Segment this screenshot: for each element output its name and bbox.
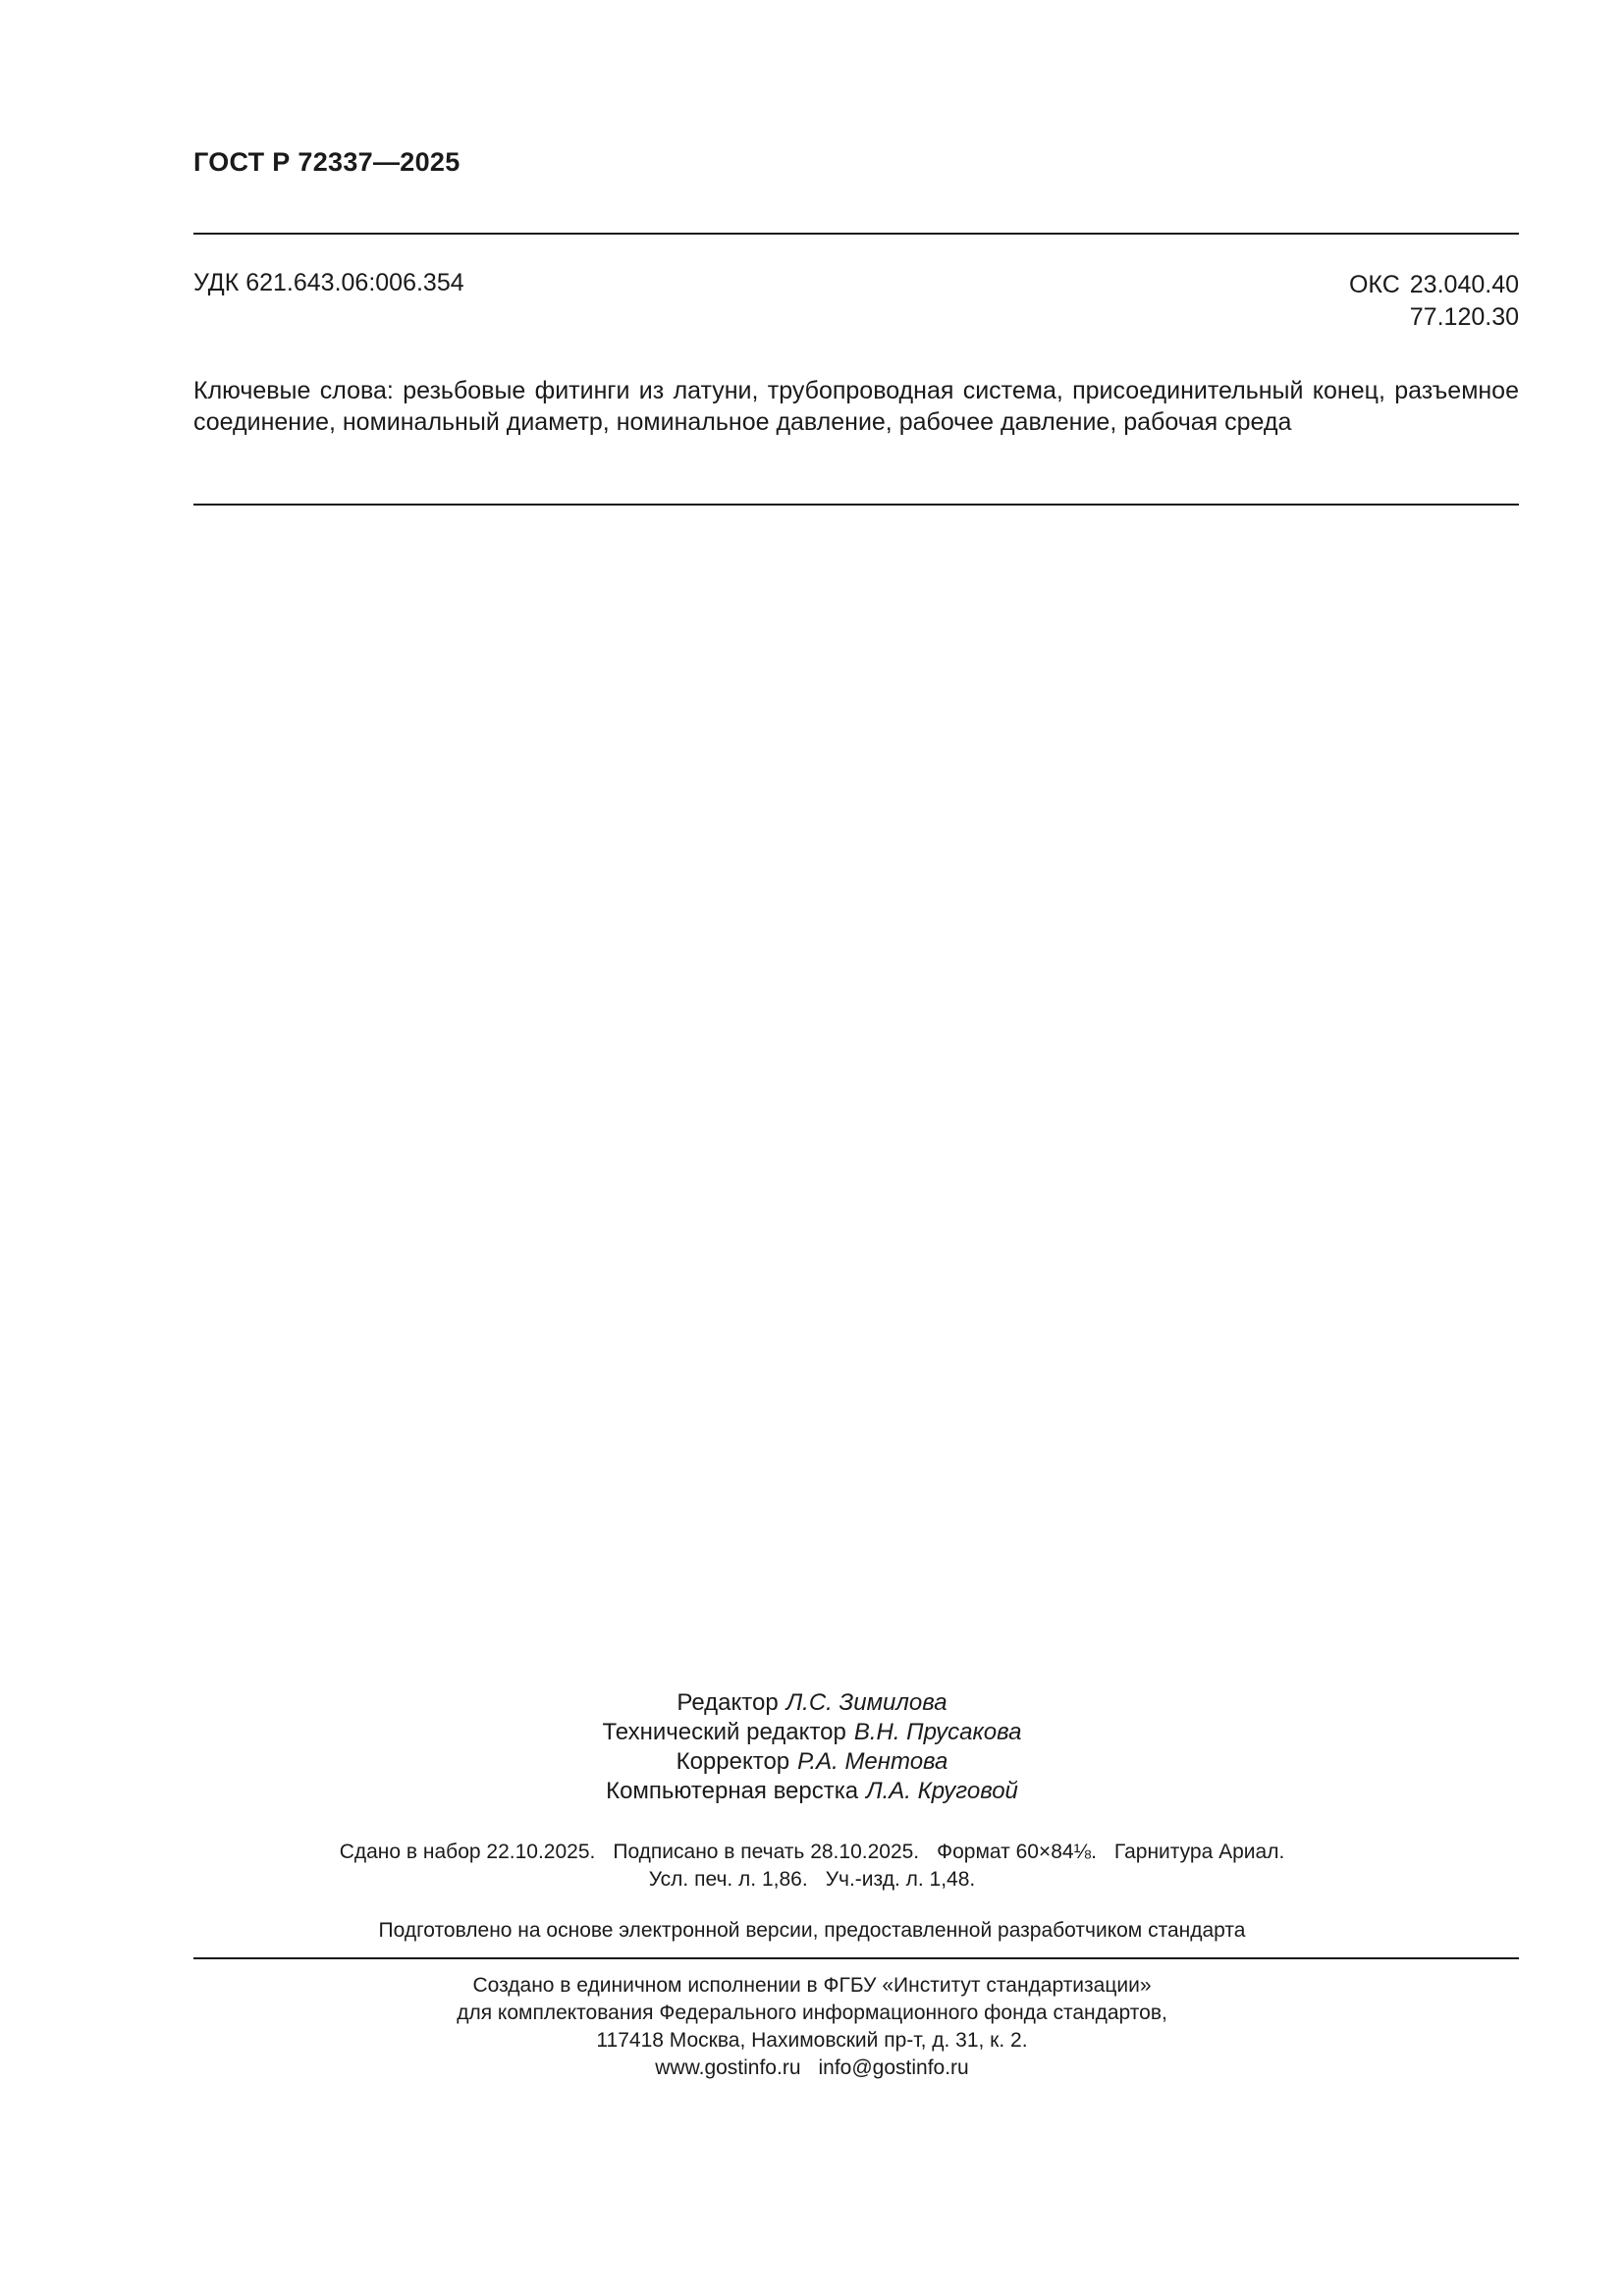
credit-person: Р.А. Ментова — [797, 1748, 948, 1775]
oks-code: 77.120.30 — [1409, 303, 1519, 331]
website-link[interactable]: www.gostinfo.ru — [655, 2056, 801, 2079]
typesetting-date: Сдано в набор 22.10.2025. — [339, 1841, 596, 1863]
credit-person: В.Н. Прусакова — [853, 1719, 1022, 1745]
publishing-sheets: Уч.-изд. л. 1,48. — [825, 1868, 976, 1891]
credit-person: Л.А. Круговой — [866, 1778, 1018, 1804]
credit-role: Корректор — [676, 1748, 790, 1775]
print-info-line-2 — [0, 1866, 1624, 1894]
oks-row-1 — [1349, 269, 1519, 301]
keywords-divider — [193, 504, 1519, 506]
oks-code: 23.040.40 — [1409, 271, 1519, 298]
oks-row-2 — [1349, 301, 1519, 334]
credit-role: Технический редактор — [602, 1719, 846, 1745]
document-code: ГОСТ Р 72337—2025 — [193, 147, 460, 177]
credit-role: Компьютерная верстка — [606, 1778, 859, 1804]
footer-line: Создано в единичном исполнении в ФГБУ «Институт стандартизации» — [472, 1974, 1152, 1997]
credit-technical-editor — [0, 1718, 1624, 1747]
prepared-note: Подготовлено на основе электронной версии, предоставленной разработчиком стандарта — [378, 1919, 1246, 1942]
signed-date: Подписано в печать 28.10.2025. — [613, 1841, 920, 1863]
credit-proofreader — [0, 1747, 1624, 1777]
oks-label: ОКС — [1348, 271, 1400, 298]
footer-line: для комплектования Федерального информационного фонда стандартов, — [457, 2002, 1167, 2024]
udk-code: УДК 621.643.06:006.354 — [193, 269, 464, 296]
print-info-line-1 — [0, 1839, 1624, 1866]
publisher-footer — [0, 1972, 1624, 2082]
printed-sheets: Усл. печ. л. 1,86. — [648, 1868, 808, 1891]
credits-block — [0, 1688, 1624, 1806]
credit-editor — [0, 1688, 1624, 1718]
typeface: Гарнитура Ариал. — [1113, 1841, 1285, 1863]
paper-format: Формат 60×84⅛. — [937, 1841, 1097, 1863]
print-info-block — [0, 1839, 1624, 1894]
top-divider — [193, 233, 1519, 235]
credit-layout — [0, 1777, 1624, 1806]
footer-line: 117418 Москва, Нахимовский пр-т, д. 31, к. 2. — [596, 2029, 1028, 2052]
credit-person: Л.С. Зимилова — [785, 1689, 947, 1716]
footer-divider — [193, 1957, 1519, 1959]
oks-block — [1349, 269, 1519, 334]
email-link[interactable]: info@gostinfo.ru — [818, 2056, 969, 2079]
keywords-paragraph: Ключевые слова: резьбовые фитинги из латуни, трубопроводная система, присоединительный конец, разъемное соединение, номинальный диаметр, номинальное давление, рабочее давление, рабочая среда — [193, 377, 1519, 436]
footer-contacts — [0, 2055, 1624, 2082]
credit-role: Редактор — [677, 1689, 779, 1716]
